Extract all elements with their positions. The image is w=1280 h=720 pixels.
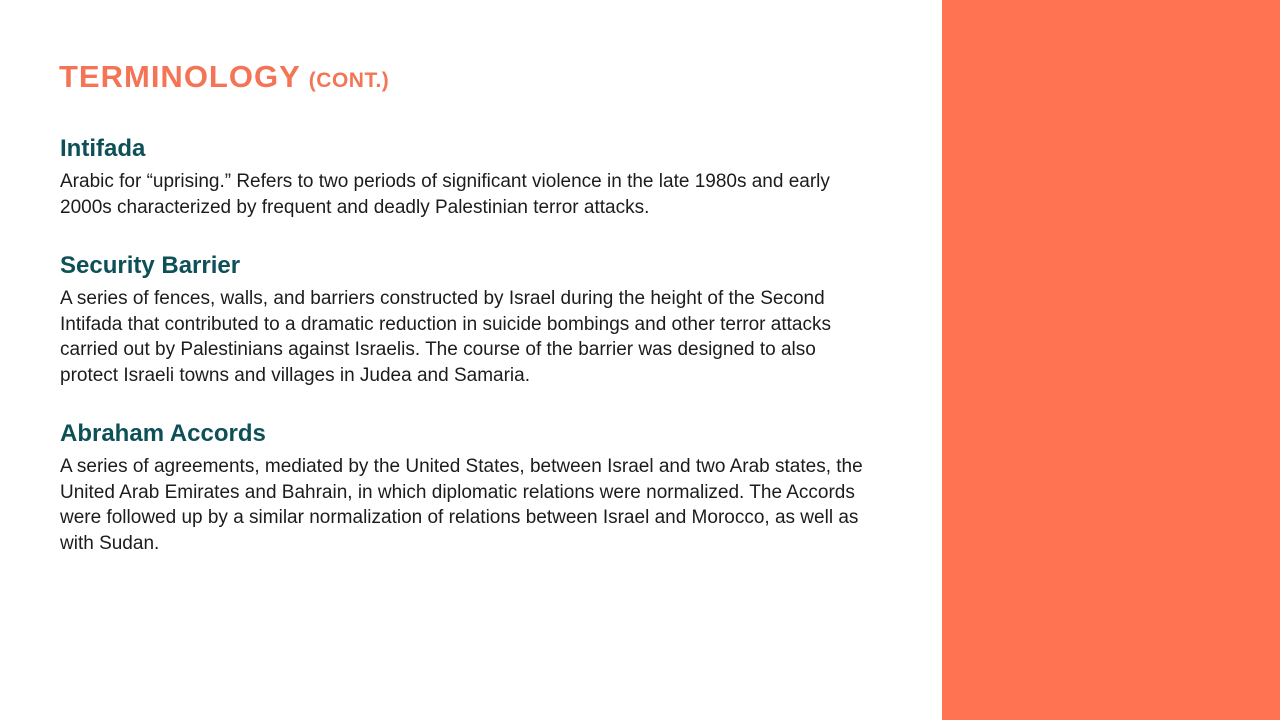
term-abraham-accords — [60, 419, 880, 556]
term-definition: A series of agreements, mediated by the United States, between Israel and two Arab states, the United Arab Emirates and Bahrain, in which diplomatic relations were normalized. The Accords were followed up by a similar normalization of relations between Israel and Morocco, as well as with Sudan. — [60, 456, 863, 554]
term-heading: Security Barrier — [60, 252, 241, 279]
term-intifada — [60, 134, 880, 220]
slide-title-main: TERMINOLOGY — [59, 59, 301, 94]
slide-title-suffix: (CONT.) — [308, 69, 390, 92]
accent-panel — [942, 0, 1280, 720]
term-heading: Abraham Accords — [60, 420, 266, 447]
slide-title — [59, 58, 389, 95]
term-security-barrier — [60, 251, 880, 388]
term-definition: A series of fences, walls, and barriers constructed by Israel during the height of the Second Intifada that contributed to a dramatic reduction in suicide bombings and other terror attacks carried out by Palestinians against Israelis. The course of the barrier was designed to also protect Israeli towns and villages in Judea and Samaria. — [60, 288, 831, 386]
term-heading: Intifada — [60, 135, 146, 162]
term-definition: Arabic for “uprising.” Refers to two periods of significant violence in the late 1980s and early 2000s characterized by frequent and deadly Palestinian terror attacks. — [60, 171, 830, 218]
